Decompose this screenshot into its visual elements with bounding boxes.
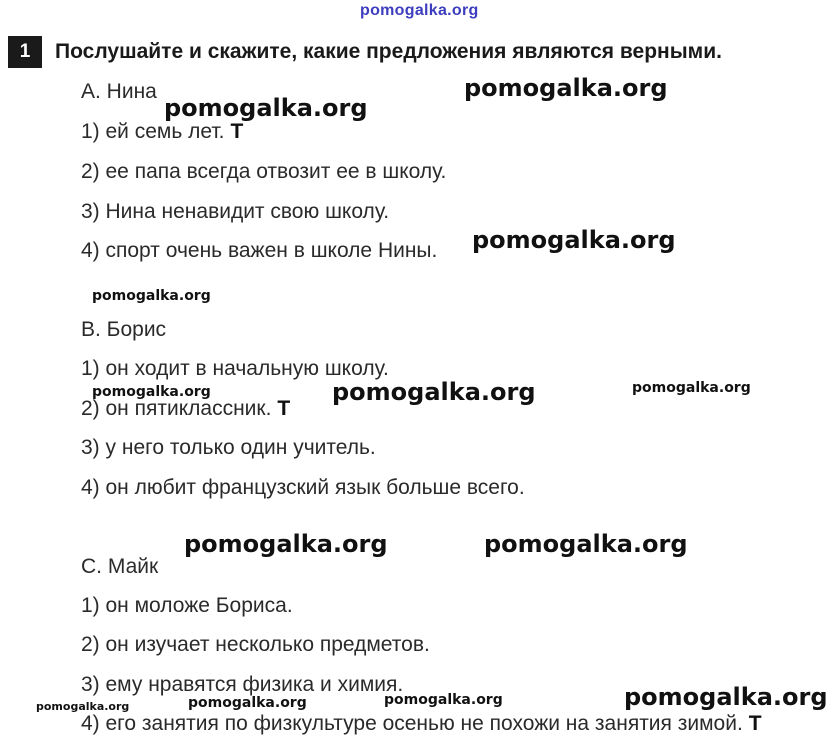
- section-c-heading: C. Майк: [81, 555, 159, 578]
- watermark: pomogalka.org: [92, 288, 211, 304]
- section-a-item-4: 4) спорт очень важен в школе Нины.: [81, 239, 438, 262]
- section-b-item-3: 3) у него только один учитель.: [81, 436, 376, 459]
- section-c-item-3: 3) ему нравятся физика и химия.: [81, 673, 404, 696]
- section-a-item-2: 2) ее папа всегда отвозит ее в школу.: [81, 160, 447, 183]
- item-text: 2) он пятиклассник.: [81, 397, 272, 420]
- section-b-item-2: [81, 397, 290, 421]
- watermark: pomogalka.org: [632, 380, 751, 396]
- watermark: pomogalka.org: [384, 692, 503, 708]
- section-b-item-4: 4) он любит французский язык больше всего.: [81, 476, 525, 499]
- watermark: pomogalka.org: [332, 378, 536, 406]
- item-text: 1) ей семь лет.: [81, 120, 225, 143]
- section-a-item-1: [81, 120, 243, 144]
- top-watermark: pomogalka.org: [360, 2, 479, 19]
- true-mark: T: [748, 712, 762, 735]
- section-b-item-1: 1) он ходит в начальную школу.: [81, 357, 389, 380]
- watermark: pomogalka.org: [188, 695, 307, 711]
- section-a-heading: A. Нина: [81, 80, 157, 103]
- watermark: pomogalka.org: [164, 94, 368, 122]
- section-c-item-1: 1) он моложе Бориса.: [81, 594, 293, 617]
- section-b-heading: B. Борис: [81, 318, 167, 341]
- watermark: pomogalka.org: [472, 226, 676, 254]
- watermark: pomogalka.org: [624, 683, 828, 711]
- watermark: pomogalka.org: [36, 700, 130, 713]
- watermark: pomogalka.org: [464, 74, 668, 102]
- section-c-item-2: 2) он изучает несколько предметов.: [81, 633, 430, 656]
- task-number-badge: 1: [8, 36, 42, 68]
- task-title: Послушайте и скажите, какие предложения являются верными.: [55, 40, 722, 63]
- section-c-item-4: [81, 712, 762, 736]
- section-a-item-3: 3) Нина ненавидит свою школу.: [81, 200, 390, 223]
- watermark: pomogalka.org: [184, 530, 388, 558]
- item-text: 4) его занятия по физкультуре осенью не похожи на занятия зимой.: [81, 712, 743, 735]
- watermark: pomogalka.org: [92, 384, 211, 400]
- watermark: pomogalka.org: [484, 530, 688, 558]
- true-mark: T: [277, 397, 291, 420]
- true-mark: T: [230, 120, 244, 143]
